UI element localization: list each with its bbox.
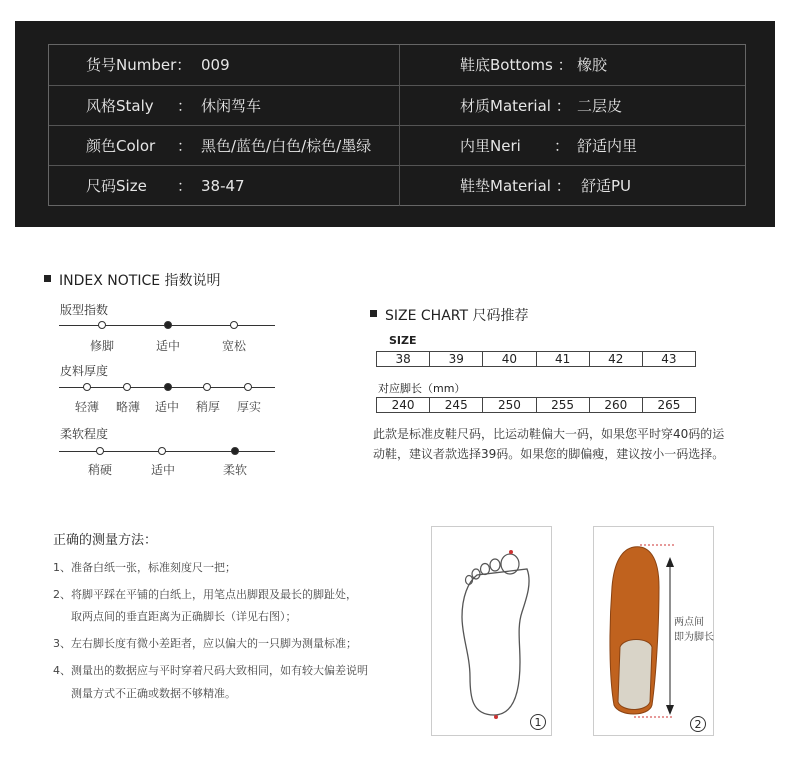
scale-dot-selected [231, 447, 239, 455]
spec-right-sep: ： [554, 137, 570, 155]
spec-row [49, 45, 745, 85]
scale-tick-label: 适中 [155, 339, 181, 353]
scale-dot [98, 321, 106, 329]
shoe-caption-line: 两点间 [674, 617, 704, 628]
scale-name: 柔软程度 [60, 427, 109, 441]
spec-left-sep: ： [177, 137, 193, 155]
scale-dot [123, 383, 131, 391]
length-row-label: 对应脚长（mm） [378, 382, 466, 395]
size-row-label: SIZE [389, 334, 417, 347]
spec-right-label: 材质Material ： [460, 97, 571, 115]
foot-outline-icon [432, 527, 551, 735]
scale-name: 版型指数 [60, 303, 109, 317]
spec-right-value: 舒适内里 [577, 137, 638, 155]
scale-dot [203, 383, 211, 391]
length-table [376, 397, 696, 413]
spec-left-value: 009 [201, 56, 230, 74]
scale-dot [244, 383, 252, 391]
scale-dot-selected [164, 321, 172, 329]
scale-dot-selected [164, 383, 172, 391]
size-cell: 38 [395, 352, 411, 366]
spec-divider [399, 126, 400, 166]
scale-tick-label: 稍硬 [87, 463, 113, 477]
scale-dot [230, 321, 238, 329]
spec-panel [15, 21, 775, 227]
size-chart-title: SIZE CHART 尺码推荐 [385, 308, 529, 324]
shoe-caption-line: 即为脚长 [674, 632, 714, 643]
foot-outline-image [431, 526, 552, 736]
spec-left-sep: ： [177, 177, 193, 195]
spec-left-value: 38-47 [201, 177, 245, 195]
scale-tick-label: 适中 [150, 463, 176, 477]
shoe-caption [674, 615, 714, 645]
size-cell: 41 [536, 352, 589, 366]
length-cell: 255 [536, 398, 589, 412]
length-cell: 265 [642, 398, 695, 412]
spec-right-value: 二层皮 [577, 97, 623, 115]
spec-row [49, 85, 745, 126]
spec-right-value: 舒适PU [581, 177, 632, 195]
measure-step: 测量方式不正确或数据不够精准。 [71, 687, 236, 700]
spec-left-sep: ： [177, 97, 193, 115]
spec-divider [399, 45, 400, 85]
scale-line [59, 451, 275, 452]
section-bullet-icon [44, 275, 51, 282]
scale-tick-label: 厚实 [236, 400, 262, 414]
size-cell: 39 [429, 352, 482, 366]
spec-left-label: 风格Staly [86, 97, 154, 115]
spec-right-label: 内里Neri [460, 137, 521, 155]
measure-step: 3、左右脚长度有微小差距者，应以偏大的一只脚为测量标准； [53, 637, 357, 650]
shoe-length-image [593, 526, 714, 736]
spec-divider [399, 86, 400, 126]
spec-left-label: 颜色Color [86, 137, 156, 155]
index-notice-title: INDEX NOTICE 指数说明 [59, 273, 221, 289]
spec-left-label: 尺码Size [86, 177, 147, 195]
measure-title: 正确的测量方法： [53, 533, 158, 548]
scale-tick-label: 适中 [154, 400, 180, 414]
scale-tick-label: 略薄 [115, 400, 141, 414]
measure-step: 2、将脚平踩在平铺的白纸上，用笔点出脚跟及最长的脚趾处， [53, 588, 357, 601]
spec-left-value: 休闲驾车 [201, 97, 262, 115]
measure-step: 1、准备白纸一张，标准刻度尺一把； [53, 561, 236, 574]
measure-step: 取两点间的垂直距离为正确脚长（详见右图）； [71, 610, 297, 623]
spec-row [49, 125, 745, 166]
size-note: 此款是标准皮鞋尺码，比运动鞋偏大一码，如果您平时穿40码的运动鞋，建议者款选择39码。如果您的脚偏瘦，建议按小一码选择。 [373, 427, 725, 461]
scale-dot [96, 447, 104, 455]
scale-tick-label: 轻薄 [74, 400, 100, 414]
scale-dot [158, 447, 166, 455]
section-bullet-icon [370, 310, 377, 317]
length-cell: 250 [482, 398, 535, 412]
length-cell: 260 [589, 398, 642, 412]
spec-right-value: 橡胶 [577, 56, 608, 74]
spec-left-label: 货号Number： [86, 56, 192, 74]
length-cell: 245 [429, 398, 482, 412]
picture-number: 2 [690, 716, 706, 732]
spec-divider [399, 166, 400, 206]
spec-right-label: 鞋垫Material ： [460, 177, 571, 195]
spec-left-value: 黑色/蓝色/白色/棕色/墨绿 [201, 137, 372, 155]
length-cell: 240 [391, 398, 415, 412]
scale-dot [83, 383, 91, 391]
size-cell: 40 [482, 352, 535, 366]
spec-row [49, 165, 745, 206]
size-cell: 42 [589, 352, 642, 366]
scale-tick-label: 柔软 [222, 463, 248, 477]
scale-tick-label: 稍厚 [195, 400, 221, 414]
picture-number: 1 [530, 714, 546, 730]
spec-table [48, 44, 746, 206]
scale-tick-label: 宽松 [221, 339, 247, 353]
scale-tick-label: 修脚 [89, 339, 115, 353]
size-cell: 43 [642, 352, 695, 366]
spec-right-label: 鞋底Bottoms ： [460, 56, 573, 74]
size-table [376, 351, 696, 367]
scale-name: 皮料厚度 [60, 364, 109, 378]
measure-step: 4、测量出的数据应与平时穿着尺码大致相同，如有较大偏差说明 [53, 664, 368, 677]
